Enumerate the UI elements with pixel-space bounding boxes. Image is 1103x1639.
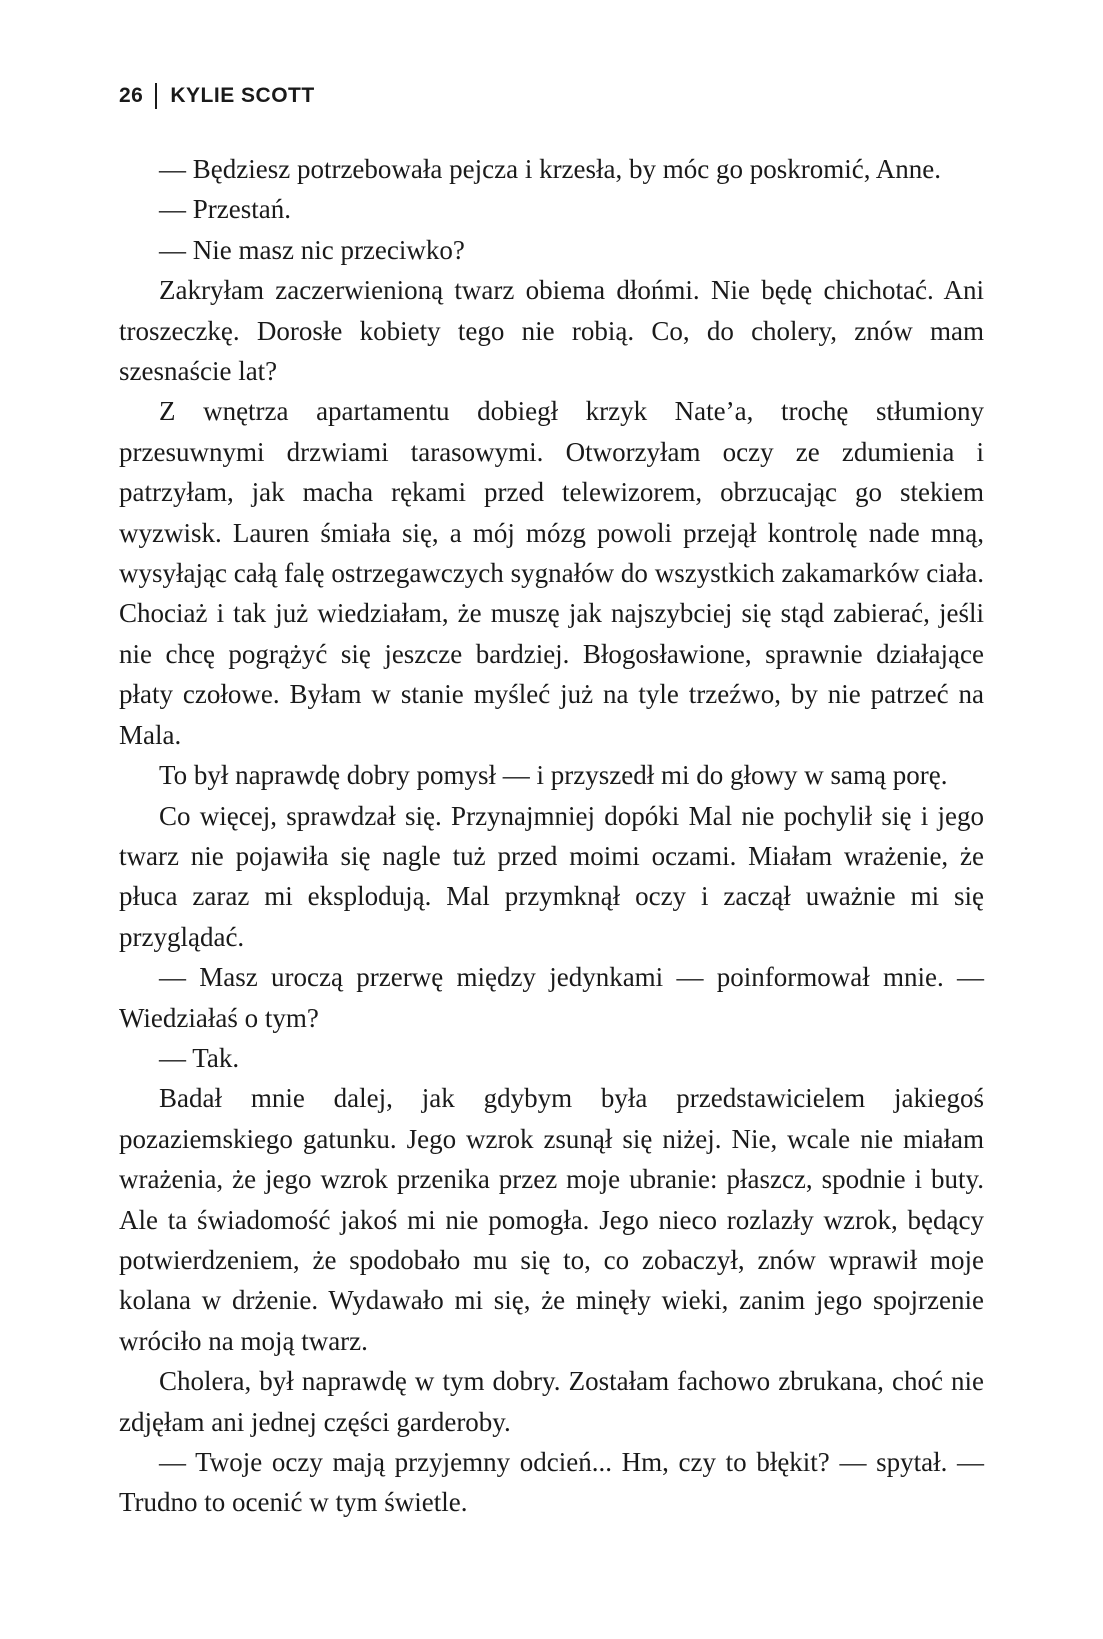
- paragraph: — Przestań.: [159, 194, 291, 225]
- page-number: 26: [119, 84, 144, 107]
- author-name: KYLIE SCOTT: [170, 84, 315, 107]
- header-separator: [155, 83, 157, 109]
- paragraph: Zakryłam zaczerwienioną twarz obiema dłońmi. Nie będę chichotać. Ani troszeczkę. Dorosłe kobiety tego nie robią. Co, do cholery, znów mam szesnaście lat?: [119, 275, 984, 387]
- paragraph: — Tak.: [159, 1042, 240, 1073]
- paragraph: — Twoje oczy mają przyjemny odcień... Hm, czy to błękit? — spytał. — Trudno to ocenić w tym świetle.: [119, 1447, 984, 1518]
- paragraph: Cholera, był naprawdę w tym dobry. Zostałam fachowo zbrukana, choć nie zdjęłam ani jednej części garderoby.: [119, 1366, 984, 1437]
- paragraph: — Będziesz potrzebowała pejcza i krzesła, by móc go poskromić, Anne.: [159, 154, 941, 184]
- paragraph: Badał mnie dalej, jak gdybym była przedstawicielem jakiegoś pozaziemskiego gatunku. Jego wzrok zsunął się niżej. Nie, wcale nie miałam wrażenia, że jego wzrok przenika przez moje ubranie: płaszcz, spodnie i buty. Ale ta świadomość jakoś mi nie pomogła. Jego nieco rozlazły wzrok, będący potwierdzeniem, że spodobało mu się to, co zobaczył, znów wprawił moje kolana w drżenie. Wydawało mi się, że minęły wieki, zanim jego spojrzenie wróciło na moją twarz.: [119, 1083, 984, 1356]
- running-head: [119, 80, 315, 112]
- paragraph: To był naprawdę dobry pomysł — i przyszedł mi do głowy w samą porę.: [159, 760, 948, 791]
- paragraph: — Nie masz nic przeciwko?: [159, 234, 465, 265]
- body-text: [119, 149, 984, 1523]
- paragraph: Z wnętrza apartamentu dobiegł krzyk Nate’a, trochę stłumiony przesuwnymi drzwiami tarasowymi. Otworzyłam oczy ze zdumienia i patrzyłam, jak macha rękami przed telewizorem, obrzucając go stekiem wyzwisk. Lauren śmiała się, a mój mózg powoli przejął kontrolę nade mną, wysyłając całą falę ostrzegawczych sygnałów do wszystkich zakamarków ciała. Chociaż i tak już wiedziałam, że muszę jak najszybciej się stąd zabierać, jeśli nie chcę pogrążyć się jeszcze bardziej. Błogosławione, sprawnie działające płaty czołowe. Byłam w stanie myśleć już na tyle trzeźwo, by nie patrzeć na Mala.: [119, 396, 984, 750]
- paragraph: — Masz uroczą przerwę między jedynkami — poinformował mnie. — Wiedziałaś o tym?: [119, 962, 984, 1033]
- paragraph: Co więcej, sprawdzał się. Przynajmniej dopóki Mal nie pochylił się i jego twarz nie pojawiła się nagle tuż przed moimi oczami. Miałam wrażenie, że płuca zaraz mi eksplodują. Mal przymknął oczy i zaczął uważnie mi się przyglądać.: [119, 800, 984, 952]
